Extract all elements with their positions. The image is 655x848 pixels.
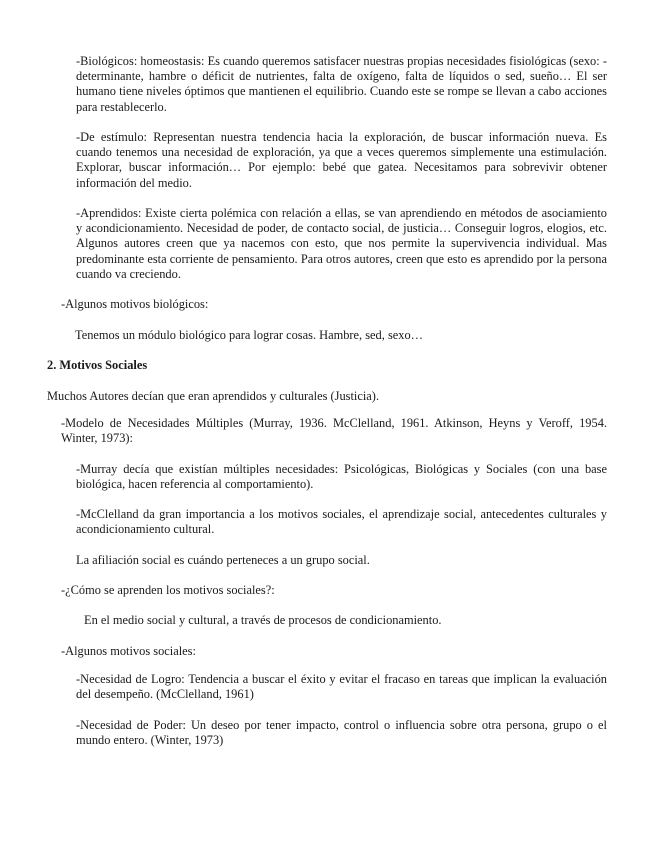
paragraph-modulo-biologico: Tenemos un módulo biológico para lograr cosas. Hambre, sed, sexo… xyxy=(75,328,424,342)
paragraph-muchos-autores: Muchos Autores decían que eran aprendidos y culturales (Justicia). xyxy=(47,389,380,403)
paragraph-medio-social: En el medio social y cultural, a través de procesos de condicionamiento. xyxy=(84,613,442,627)
paragraph-modelo: -Modelo de Necesidades Múltiples (Murray, 1936. McClelland, 1961. Atkinson, Heyns y Veroff, 1954. Winter, 1973): xyxy=(61,416,607,446)
paragraph-como-aprenden: -¿Cómo se aprenden los motivos sociales?: xyxy=(61,583,275,597)
paragraph-poder: -Necesidad de Poder: Un deseo por tener impacto, control o influencia sobre otra persona, grupo o el mundo entero. (Winter, 1973) xyxy=(76,718,607,748)
paragraph-algunos-biologicos: -Algunos motivos biológicos: xyxy=(61,297,209,311)
paragraph-estimulo: -De estímulo: Representan nuestra tendencia hacia la exploración, de buscar información nueva. Es cuando tenemos una necesidad de exploración, ya que a veces queremos simplemente una estimulación. Explorar, buscar información… Por ejemplo: bebé que gatea. Necesitamos para sobrevivir obtener información del medio. xyxy=(76,130,607,190)
paragraph-biologicos: -Biológicos: homeostasis: Es cuando queremos satisfacer nuestras propias necesidades fisiológicas (sexo: - determinante, hambre o déficit de nutrientes, falta de oxígeno, falta de líquidos o sed, sueño… El ser humano tiene niveles óptimos que mantienen el equilibrio. Cuando este se rompe se llevan a cabo acciones para restablecerlo. xyxy=(76,54,607,114)
paragraph-murray: -Murray decía que existían múltiples necesidades: Psicológicas, Biológicas y Sociales (con una base biológica, hacen referencia al comportamiento). xyxy=(76,462,607,492)
paragraph-mcclelland: -McClelland da gran importancia a los motivos sociales, el aprendizaje social, antecedentes culturales y acondicionamiento cultural. xyxy=(76,507,607,537)
paragraph-logro: -Necesidad de Logro: Tendencia a buscar el éxito y evitar el fracaso en tareas que implican la evaluación del desempeño. (McClelland, 1961) xyxy=(76,672,607,702)
section-heading-motivos-sociales: 2. Motivos Sociales xyxy=(47,358,148,372)
paragraph-aprendidos: -Aprendidos: Existe cierta polémica con relación a ellas, se van aprendiendo en métodos de asociamiento y acondicionamiento. Necesidad de poder, de contacto social, de justicia… Conseguir logros, elogios, etc. Algunos autores creen que ya nacemos con esto, que nos permite la supervivencia individual. Mas predominante esta corriente de pensamiento. Para otros autores, creen que esto es aprendido por la persona cuando va creciendo. xyxy=(76,206,607,281)
paragraph-afiliacion: La afiliación social es cuándo perteneces a un grupo social. xyxy=(76,553,370,567)
paragraph-algunos-sociales: -Algunos motivos sociales: xyxy=(61,644,196,658)
